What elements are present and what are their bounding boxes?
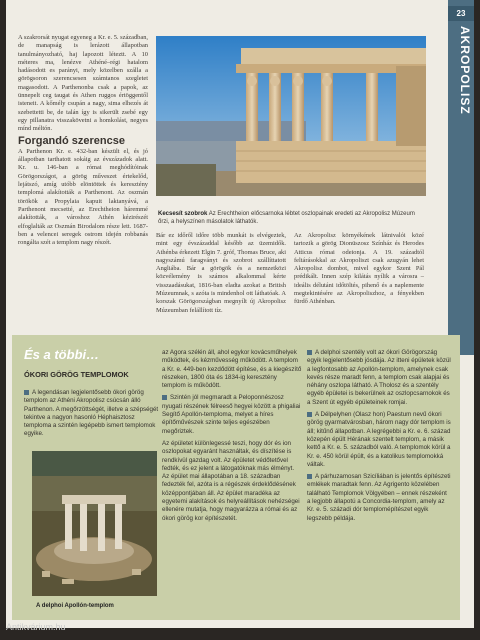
book-page <box>6 0 474 628</box>
right-paragraph: Az Akropolisz környékének látnivalói közé tartozik a görög Dionüszosz Színház és Herodes Atticus római odeionja. A 19. századtól feltárásokkal az Akropoliszt csak azugyán lehet Akropolisz dombot, mivel egykor Szent Pál prédikált. Innen szép kilátás nyílik a városra – ideális délutáni időtöltés, pihenő és a naplemente megtekintésére az Akropoliszhoz, a fényekben fürdő Athénban. <box>294 232 424 306</box>
box-col3-paragraph-2: A Délpelyhen (Olasz hon) Paestum nevű ókori görög gyarmatvárosban, három nagy dór templom is áll; kitűnő állapotban. A legrégebbi a Kr. e. 6. század közepén épült Hérának szentelt templom, a másik kettő a Kr. e. 5. századból való. A templomok körül a Kr. e. 450 körül épült, és a katolikus templomokká váltak. <box>307 411 451 468</box>
bullet-square-icon <box>24 390 29 395</box>
watermark-footer: Antikvárium.hu <box>6 622 66 632</box>
bullet-square-icon <box>307 474 312 479</box>
intro-paragraph: A szakrorsát nyugat egyeneg a Kr. e. 5. században, de manapság is lerázott állapotban tanulmányozható, haj lapozott léteztt. A 10 méteres ma, lenézve Athéné–régi hatalom hadásodott es parányi, mely közelben szálla a görögsoron szerencsesen számtanos szegletet magasodott. A Parthenonba csak a papok, az ünnepelt ceg taugat és Athen ruggos értöggentől isteneit. A kőmély csupán a nagy, sima elhezés át szebettetti be, de talán így is sikerült zsebé egy egy pillanatra visszakövetni a homkolást, negyes mínd méltón. <box>18 34 148 133</box>
delphi-tholos-photo <box>32 451 157 596</box>
box-col2-paragraph-2: Szintén jól megmaradt a Peloponnészosz nyugati részének félreeső hegyei között a phigaliai Segítő Apollón-temploma, melyet a híres építőművészek szinte teljes egészében megőriztek. <box>162 394 301 435</box>
photo1-caption-bold: Kecsesít szobrok <box>158 211 208 217</box>
chapter-sidebar <box>448 0 474 355</box>
box-title: És a többi… <box>24 347 100 362</box>
box-subtitle: ÓKORI GÖRÖG TEMPLOMOK <box>24 370 129 379</box>
middle-text-column <box>156 232 286 332</box>
photo1-caption-text: Az Erechtheion előcsarnoka lébtet oszlopainak eredeti az Akropolisz Múzeum őrzi, a helyszínen másolatok láthatók. <box>158 211 415 225</box>
forgando-paragraph-2: Bár ez időről időre több munkát is elvégeztek, mint egy évszázaddal később az üzemidők. Athénba érkezett Elgin 7. gróf, Thomas Bruce, aki nagyszámú faragványt és szobrot szállíttatott Angliába. Bár a görögök és a nemzetközi közvélemény is számos alkalommal kérte visszaadásukat, 1816-ban eladta azokat a British Múzeumnak, s azóta is mindenhol ott láthatóak. A korszak Görögországban megnyílt új Akropolisz Múzeumban felállított tíz. <box>156 232 286 314</box>
right-text-column <box>294 232 424 332</box>
left-text-column <box>18 34 148 250</box>
erechtheion-photo <box>156 36 426 196</box>
box-column-2 <box>162 349 302 617</box>
box-column-3 <box>307 349 452 617</box>
box-col3-paragraph-3: A párhuzamosan Szicíliában is jelentős építészeti emlékek maradtak fenn. Az Agrigento közelében található Templomok Völgyében – ennek részeként a legjobb állapotú a Concordia-templom, amely az Kr. e. 5. századi dór templomépítészet egyik legszebb példája. <box>307 473 451 522</box>
bullet-square-icon <box>162 395 167 400</box>
box-col3-paragraph-1: A delphoi szentély volt az ókori Görögország egyik legjelentősebb jósdája. Az itteni épületek közül a legfontosabb az Apollón-templom, amelynek csak kevés része maradt fenn, a templom csak alapjai és néhány oszlopa látható. A Tholosz és a szentély egyéb épületei is bekerülnek az oszlopcsarnokok és a Szent út egyéb épületeinek romjai. <box>307 349 451 406</box>
box-col1-text: A legendásan legjelentősebb ókori görög templom az Athéni Akropolisz csúcsán álló Parthenon. A megőrzöttségét, illetve a szépségét tekintve a nagyon hasonló Héphaisztosz temploma a szintén legépebb ismert templomok egyike. <box>24 389 159 438</box>
box-col2-paragraph-3: Az épületet különlegessé teszi, hogy dór és ion oszlopokat egyaránt használtak, és díszítése is rendkívül gazdag volt. Az épületet védőtetővel fedték, és ez jelent a látogatóknak más élményt. Az épület mai állapotában a 18. században fedezték fel, azóta is a régészek érdeklődésének középpontjában áll. Az épület maradéka az egyetemi alakítások és helyreállítások nehézségei ellenére mutatja, hogy magyarázza a római és az ókori görög kor építészetét. <box>162 439 300 522</box>
forgando-paragraph-1: A Parthenon Kr. e. 432-ban készült el, és jó állapotban tarthatott sokáig az évszázadok alatt. Kr. u. 146-ban a római meghódítóinak Görögországot, a görög műveszet értekelőd, lejátszó, amíg utóbb elöntöttek és keresztény templomá alakították a Parthenont. Az oszmán törökök a Propylaia kapuit laktanyává, a Parthenont mecsetté, az Erechtheion háremmé alakították, a városhoz Athén kézirészét elfoglalták az Oszmán Birodalom része lett. 1687-ben a velencei seregek ostrom idején robbanás rongálta szét a templom nagy részét. <box>18 147 148 247</box>
bullet-square-icon <box>307 350 312 355</box>
bullet-square-icon <box>307 412 312 417</box>
section-title: AKROPOLISZ <box>458 26 472 115</box>
photo1-caption <box>158 210 420 226</box>
heading-forgando: Forgandó szerencse <box>18 134 125 147</box>
photo2-caption: A delphoi Apollón-templom <box>36 603 114 609</box>
box-col2-paragraph-1: az Agora szélén áll, ahol egykor kovácsműhelyek működtek, és kézművesség működött. A templom a Kr. e. 449-ben kezdődött építése, és a kiegészítő részeken, 1800 óta és 1834-ig keresztény templom is működött. <box>162 349 302 390</box>
sidebar-box <box>12 335 460 620</box>
box-column-1 <box>24 389 159 443</box>
page-number: 23 <box>448 6 474 21</box>
